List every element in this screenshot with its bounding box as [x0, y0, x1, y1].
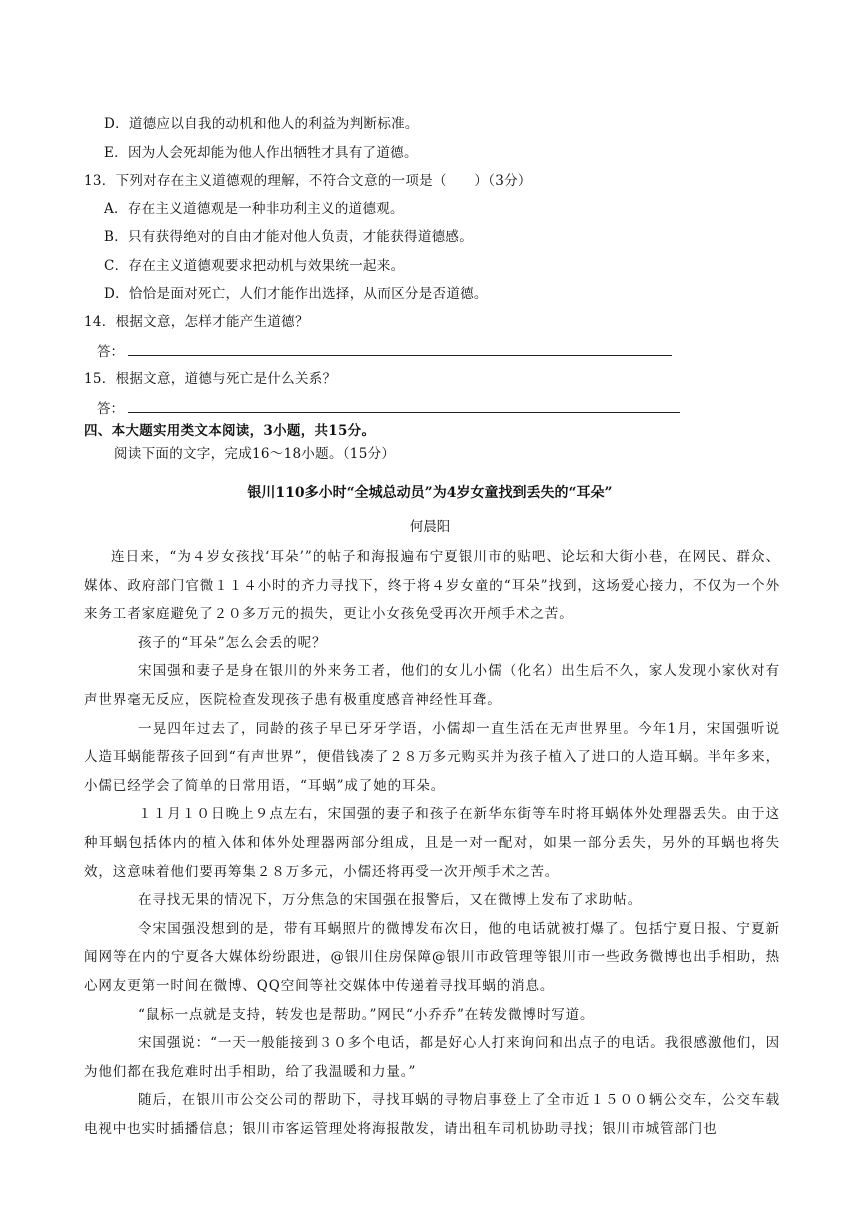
article-paragraph: 随后，在银川市公交公司的帮助下，寻找耳蜗的寻物启事登上了全市近１５００辆公交车，公交车载电视中也实时插播信息；银川市客运管理处将海报散发，请出租车司机协助寻找；银川市城管部门也 — [84, 1092, 780, 1137]
article-paragraph: 令宋国强没想到的是，带有耳蜗照片的微博发布次日，他的电话就被打爆了。包括宁夏日报、宁夏新闻网等在内的宁夏各大媒体纷纷跟进，@银川住房保障@银川市政管理等银川市一些政务微博也出手相助，热心网友更第一时间在微博、QQ空间等社交媒体中传递着寻找耳蜗的消息。 — [84, 920, 780, 994]
q15-answer-row — [97, 397, 680, 417]
option-d-prev: D．道德应以自我的动机和他人的利益为判断标准。 — [104, 116, 419, 132]
q13-option-b: B．只有获得绝对的自由才能对他人负责，才能获得道德感。 — [104, 229, 474, 245]
article-paragraph: 在寻找无果的情况下，万分焦急的宋国强在报警后，又在微博上发布了求助帖。 — [138, 892, 642, 909]
q15-answer-line[interactable] — [128, 411, 680, 413]
section-4-heading: 四、本大题实用类文本阅读，3小题，共15分。 — [84, 423, 376, 439]
article-paragraph: １１月１０日晚上９点左右，宋国强的妻子和孩子在新华东街等车时将耳蜗体外处理器丢失。由于这种耳蜗包括体内的植入体和体外处理器两部分组成，且是一对一配对，如果一部分丢失，另外的耳蜗也将失效，这意味着他们要再筹集２８万多元，小儒还将再受一次开颅手术之苦。 — [84, 806, 780, 880]
article-title: 银川110多小时“全城总动员”为4岁女童找到丢失的“耳朵” — [247, 485, 613, 501]
article-paragraph: 宋国强说：“一天一般能接到３０多个电话，都是好心人打来询问和出点子的电话。我很感激他们，因为他们都在我危难时出手相助，给了我温暖和力量。” — [84, 1035, 780, 1080]
article-body — [84, 543, 780, 1143]
question-13-stem: 13．下列对存在主义道德观的理解，不符合文意的一项是（ ）（3分） — [84, 173, 532, 189]
option-e-prev: E．因为人会死却能为他人作出牺牲才具有了道德。 — [104, 145, 418, 161]
article-author: 何晨阳 — [409, 519, 451, 535]
article-paragraph: 一晃四年过去了，同龄的孩子早已牙牙学语，小儒却一直生活在无声世界里。今年1月，宋国强听说人造耳蜗能帮孩子回到“有声世界”，便借钱凑了２８万多元购买并为孩子植入了进口的人造耳蜗。半年多来，小儒已经学会了简单的日常用语，“耳蜗”成了她的耳朵。 — [84, 720, 780, 794]
section-4-instruction: 阅读下面的文字，完成16～18小题。（15分） — [114, 446, 396, 462]
article-paragraph: “鼠标一点就是支持，转发也是帮助。”网民“小乔乔”在转发微博时写道。 — [138, 1006, 595, 1023]
question-15-stem: 15．根据文意，道德与死亡是什么关系？ — [84, 371, 337, 387]
q14-answer-row — [97, 340, 672, 360]
q15-answer-label: 答： — [97, 401, 124, 417]
q13-option-c: C．存在主义道德观要求把动机与效果统一起来。 — [104, 258, 405, 274]
q14-answer-label: 答： — [97, 344, 124, 360]
q14-answer-line[interactable] — [128, 354, 672, 356]
article-paragraph: 连日来，“为４岁女孩找‘耳朵’”的帖子和海报遍布宁夏银川市的贴吧、论坛和大街小巷，在网民、群众、媒体、政府部门官微１１４小时的齐力寻找下，终于将４岁女童的“耳朵”找到，这场爱心接力，不仅为一个外来务工者家庭避免了２０多万元的损失，更让小女孩免受再次开颅手术之苦。 — [84, 549, 780, 623]
q13-option-d: D．恰恰是面对死亡，人们才能作出选择，从而区分是否道德。 — [104, 286, 488, 302]
q13-option-a: A．存在主义道德观是一种非功利主义的道德观。 — [104, 201, 404, 217]
article-paragraph: 孩子的“耳朵”怎么会丢的呢？ — [138, 634, 327, 651]
question-14-stem: 14．根据文意，怎样才能产生道德？ — [84, 314, 309, 330]
article-paragraph: 宋国强和妻子是身在银川的外来务工者，他们的女儿小儒（化名）出生后不久，家人发现小家伙对有声世界毫无反应，医院检查发现孩子患有极重度感音神经性耳聋。 — [84, 663, 780, 708]
